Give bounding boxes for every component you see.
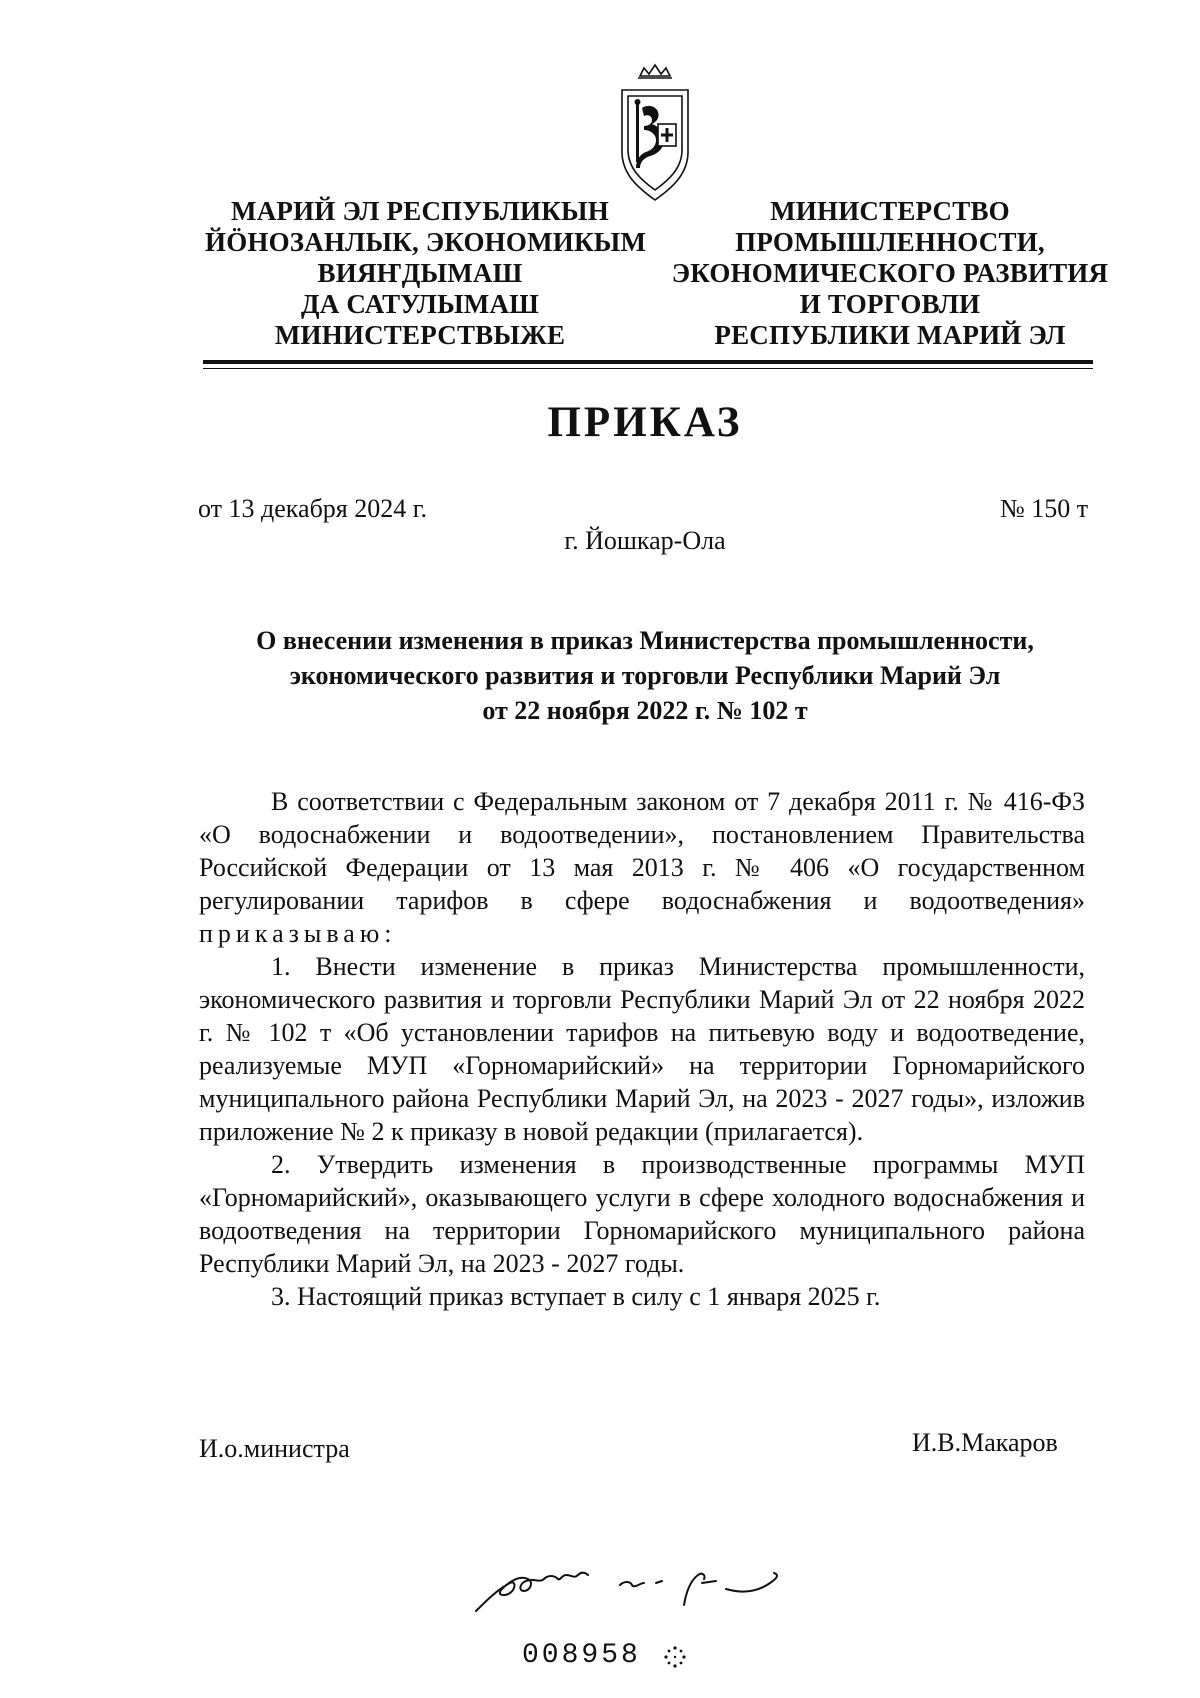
document-title: ПРИКАЗ [547, 399, 743, 446]
header-left-line: ДА САТУЛЫМАШ [300, 289, 540, 319]
header-left-block [205, 196, 647, 351]
subject-line: О внесении изменения в приказ Министерства промышленности, [256, 626, 1034, 655]
header-right-line: МИНИСТЕРСТВО [770, 196, 1010, 226]
signatory-name: И.В.Макаров [912, 1428, 1058, 1457]
subject-line: экономического развития и торговли Республики Марий Эл [289, 661, 1001, 690]
order-word: приказываю: [199, 919, 397, 948]
dotted-mark-icon [662, 1644, 688, 1670]
header-right-block [670, 196, 1110, 351]
document-date: от 13 декабря 2024 г. [198, 494, 427, 523]
registration-number: 008958 [522, 1640, 641, 1671]
order-item: 2. Утвердить изменения в производственные программы МУП «Горномарийский», оказывающего услуги в сфере холодного водоснабжения и водоотведения на территории Горномарийского муниципального района Республики Марий Эл, на 2023 - 2027 годы. [199, 1150, 1085, 1278]
header-right-line: РЕСПУБЛИКИ МАРИЙ ЭЛ [714, 320, 1066, 350]
header-right-line: ПРОМЫШЛЕННОСТИ, [735, 227, 1045, 257]
document-body [199, 785, 1085, 1313]
preamble-text: В соответствии с Федеральным законом от 7 декабря 2011 г. № 416-ФЗ «О водоснабжении и водоотведении», постановлением Правительства Российской Федерации от 13 мая 2013 г. № 406 «О государственном регулировании тарифов в сфере водоснабжения и водоотведения» [199, 787, 1085, 915]
handwritten-signature [470, 1545, 800, 1625]
header-divider-thick [203, 360, 1093, 364]
header-divider-thin [203, 368, 1093, 369]
subject-line: от 22 ноября 2022 г. № 102 т [482, 696, 808, 725]
preamble-paragraph [199, 785, 1085, 950]
header-right-line: И ТОРГОВЛИ [799, 289, 981, 319]
signatory-role: И.о.министра [199, 1434, 350, 1463]
order-item: 1. Внести изменение в приказ Министерства промышленности, экономического развития и торговли Республики Марий Эл от 22 ноября 2022 г. № 102 т «Об установлении тарифов на питьевую воду и водоотведение, реализуемые МУП «Горномарийский» на территории Горномарийского муниципального района Республики Марий Эл, на 2023 - 2027 годы», изложив приложение № 2 к приказу в новой редакции (прилагается). [199, 952, 1085, 1146]
header-left-line: ВИЯҤДЫМАШ [317, 258, 523, 288]
header-left-line: МАРИЙ ЭЛ РЕСПУБЛИКЫН [231, 196, 609, 226]
document-subject [190, 623, 1100, 728]
header-left-line: МИНИСТЕРСТВЫЖЕ [274, 320, 566, 350]
document-city: г. Йошкар-Ола [564, 526, 726, 555]
coat-of-arms-icon [612, 62, 698, 202]
document-number: № 150 т [1000, 494, 1089, 523]
header-left-line: ЙӦНОЗАНЛЫК, ЭКОНОМИКЫМ [205, 227, 647, 257]
header-right-line: ЭКОНОМИЧЕСКОГО РАЗВИТИЯ [671, 258, 1109, 288]
order-item: 3. Настоящий приказ вступает в силу с 1 января 2025 г. [271, 1282, 881, 1311]
